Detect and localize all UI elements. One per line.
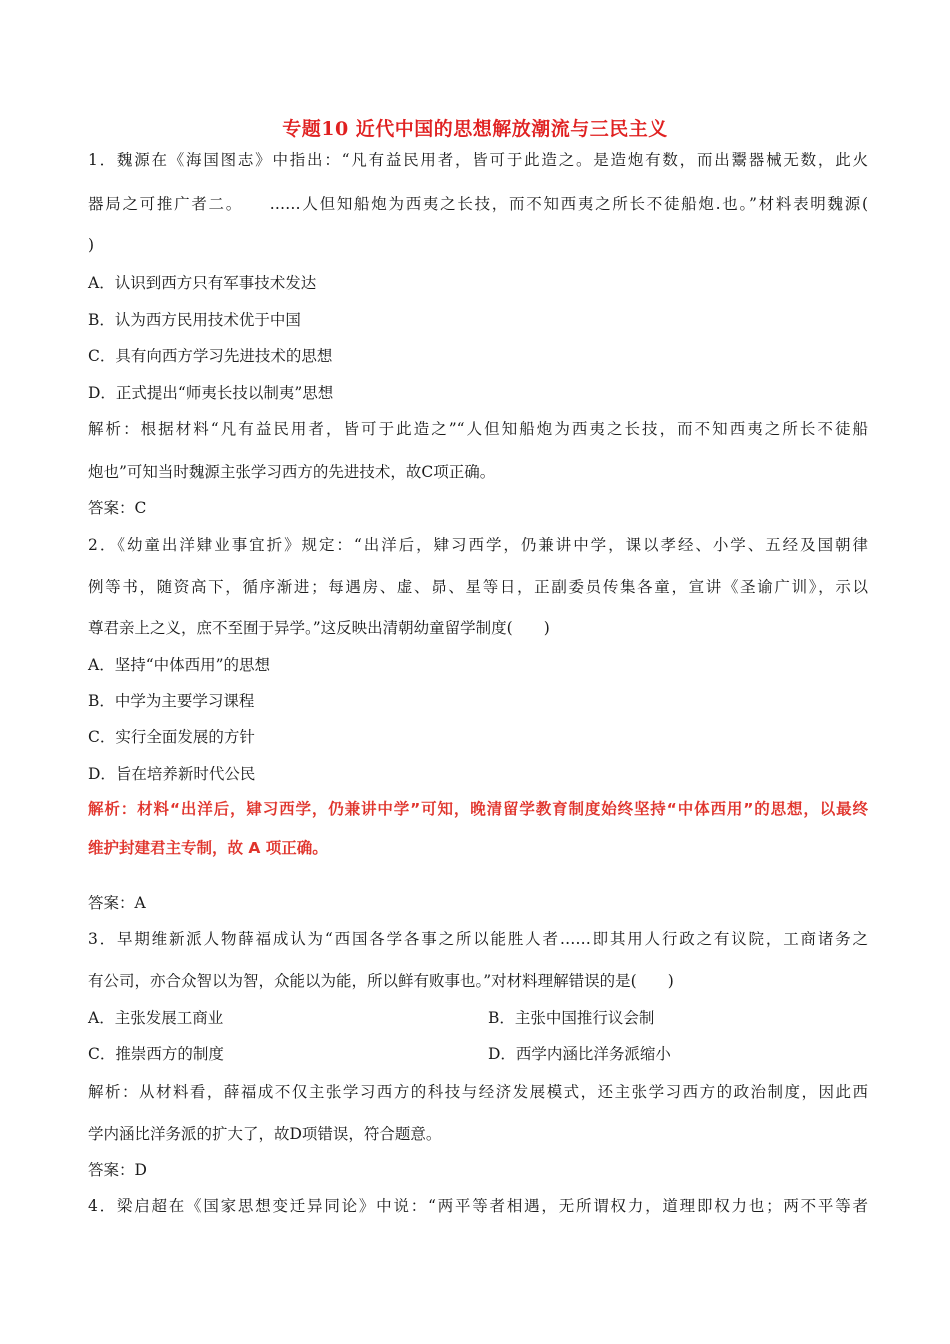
q3-answer: 答案：D: [88, 1161, 147, 1179]
q2-stem-line-3: 尊君亲上之义，庶不至囿于异学。”这反映出清朝幼童留学制度( ): [88, 619, 550, 637]
q1-analysis-line-1: 解析：根据材料“凡有益民用者，皆可于此造之”“人但知船炮为西夷之长技，而不知西夷之所长不徒船: [88, 420, 868, 438]
q2-option-b: B．中学为主要学习课程: [88, 692, 255, 710]
q3-option-row-2: [88, 1044, 868, 1064]
q3-option-d: D．西学内涵比洋务派缩小: [488, 1045, 671, 1063]
q1-option-d: D．正式提出“师夷长技以制夷”思想: [88, 384, 334, 402]
q3-stem-line-1: 3．早期维新派人物薛福成认为“西国各学各事之所以能胜人者……即其用人行政之有议院，工商诸务之: [88, 930, 868, 948]
q3-stem-line-2: 有公司，亦合众智以为智，众能以为能，所以鲜有败事也。”对材料理解错误的是( ): [88, 972, 674, 990]
q1-option-b: B．认为西方民用技术优于中国: [88, 311, 301, 329]
q1-option-c: C．具有向西方学习先进技术的思想: [88, 347, 333, 365]
q1-stem-line-2: 器局之可推广者二。 ……人但知船炮为西夷之长技，而不知西夷之所长不徒船炮.也。”材料表明魏源(: [88, 195, 868, 213]
q3-analysis-line-1: 解析：从材料看，薛福成不仅主张学习西方的科技与经济发展模式，还主张学习西方的政治制度，因此西: [88, 1083, 868, 1101]
document-title: 专题10 近代中国的思想解放潮流与三民主义: [282, 118, 668, 140]
q3-analysis-line-2: 学内涵比洋务派的扩大了，故D项错误，符合题意。: [88, 1125, 442, 1143]
q2-stem-line-2: 例等书，随资高下，循序渐进；每遇房、虚、昴、星等日，正副委员传集各童，宣讲《圣谕广训》，示以: [88, 578, 868, 596]
q1-analysis-line-2: 炮也”可知当时魏源主张学习西方的先进技术，故C项正确。: [88, 463, 496, 481]
q1-option-a: A．认识到西方只有军事技术发达: [88, 274, 317, 292]
q2-option-d: D．旨在培养新时代公民: [88, 765, 256, 783]
q1-stem-line-3: ): [88, 236, 95, 254]
q2-option-c: C．实行全面发展的方针: [88, 728, 255, 746]
q3-option-a: A．主张发展工商业: [88, 1009, 224, 1027]
q3-option-c: C．推崇西方的制度: [88, 1045, 224, 1063]
q2-option-a: A．坚持“中体西用”的思想: [88, 656, 271, 674]
q4-stem-line-1: 4．梁启超在《国家思想变迁异同论》中说：“两平等者相遇，无所谓权力，道理即权力也；两不平等者: [88, 1197, 868, 1215]
q1-answer: 答案：C: [88, 499, 147, 517]
q3-option-row-1: [88, 1008, 868, 1028]
q2-analysis-line-2: 维护封建君主专制，故 A 项正确。: [88, 839, 328, 857]
q2-analysis-line-1: 解析：材料“出洋后，肄习西学，仍兼讲中学”可知，晚清留学教育制度始终坚持“中体西用”的思想，以最终: [88, 800, 868, 818]
q1-stem-line-1: 1．魏源在《海国图志》中指出：“凡有益民用者，皆可于此造之。是造炮有数，而出鬻器械无数，此火: [88, 151, 868, 169]
q2-answer: 答案：A: [88, 894, 146, 912]
q3-option-b: B．主张中国推行议会制: [488, 1009, 655, 1027]
q2-stem-line-1: 2．《幼童出洋肄业事宜折》规定：“出洋后，肄习西学，仍兼讲中学，课以孝经、小学、五经及国朝律: [88, 536, 868, 554]
